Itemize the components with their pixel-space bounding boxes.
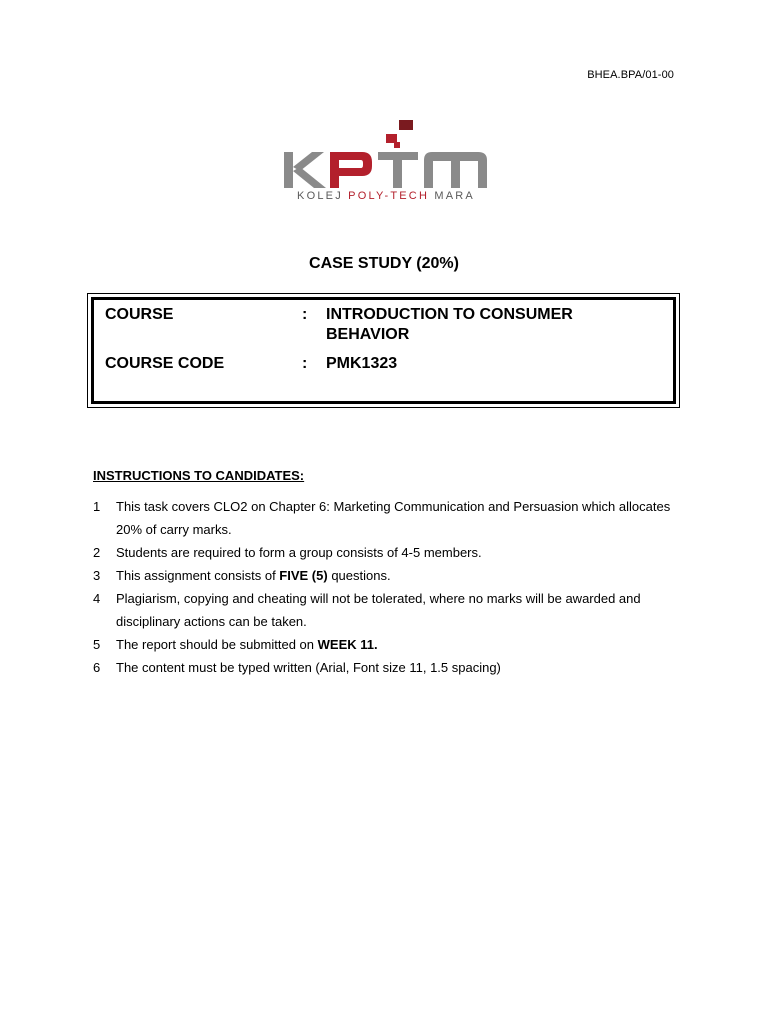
instruction-text-before: This assignment consists of [116, 568, 280, 583]
instruction-number: 4 [93, 591, 101, 606]
instruction-text-bold: FIVE (5) [279, 568, 328, 583]
instruction-number: 2 [93, 545, 101, 560]
instruction-item [93, 656, 673, 679]
instruction-item [93, 587, 673, 633]
course-label: COURSE [105, 306, 174, 323]
kptm-logo [282, 118, 490, 206]
instruction-number: 3 [93, 568, 101, 583]
instructions-list [93, 495, 673, 679]
instruction-text-after: questions. [327, 568, 391, 583]
kptm-logo-mark [282, 118, 490, 190]
instruction-item [93, 541, 673, 564]
document-reference-code: BHEA.BPA/01-00 [587, 69, 674, 81]
course-code-colon: : [302, 355, 308, 372]
logo-letter-t [378, 152, 418, 188]
instructions-heading: INSTRUCTIONS TO CANDIDATES: [93, 468, 305, 483]
course-info-box-inner [91, 297, 676, 404]
logo-tagline-mara: MARA [429, 190, 475, 202]
course-value: INTRODUCTION TO CONSUMER BEHAVIOR [326, 306, 573, 343]
logo-tagline-kolej: KOLEJ [297, 190, 349, 202]
instruction-text-bold: WEEK 11. [317, 637, 378, 652]
instruction-item [93, 564, 673, 587]
logo-letter-m [424, 152, 487, 188]
instruction-number: 1 [93, 499, 101, 514]
course-info-box [87, 293, 680, 408]
course-colon: : [302, 306, 308, 323]
instruction-number: 5 [93, 637, 101, 652]
instruction-text: Plagiarism, copying and cheating will not be tolerated, where no marks will be awarded and disciplinary actions can be taken. [116, 591, 641, 629]
logo-square-large [399, 120, 413, 130]
instruction-number: 6 [93, 660, 101, 675]
logo-tagline [282, 190, 490, 202]
course-code-value: PMK1323 [326, 355, 398, 372]
case-study-title: CASE STUDY (20%) [309, 255, 459, 272]
logo-square-mid [394, 142, 400, 148]
instruction-text: Students are required to form a group consists of 4-5 members. [116, 545, 482, 560]
course-code-label: COURSE CODE [105, 355, 225, 372]
instruction-item [93, 495, 673, 541]
logo-letter-k [284, 152, 326, 188]
instruction-text-before: The report should be submitted on [116, 637, 318, 652]
logo-square-small [386, 134, 397, 143]
logo-letter-p [330, 152, 372, 188]
instruction-text: This task covers CLO2 on Chapter 6: Marketing Communication and Persuasion which allocates 20% of carry marks. [116, 499, 671, 537]
instruction-item [93, 633, 673, 656]
instruction-text: The content must be typed written (Arial, Font size 11, 1.5 spacing) [116, 660, 501, 675]
logo-tagline-polytech: POLY-TECH [348, 190, 430, 202]
